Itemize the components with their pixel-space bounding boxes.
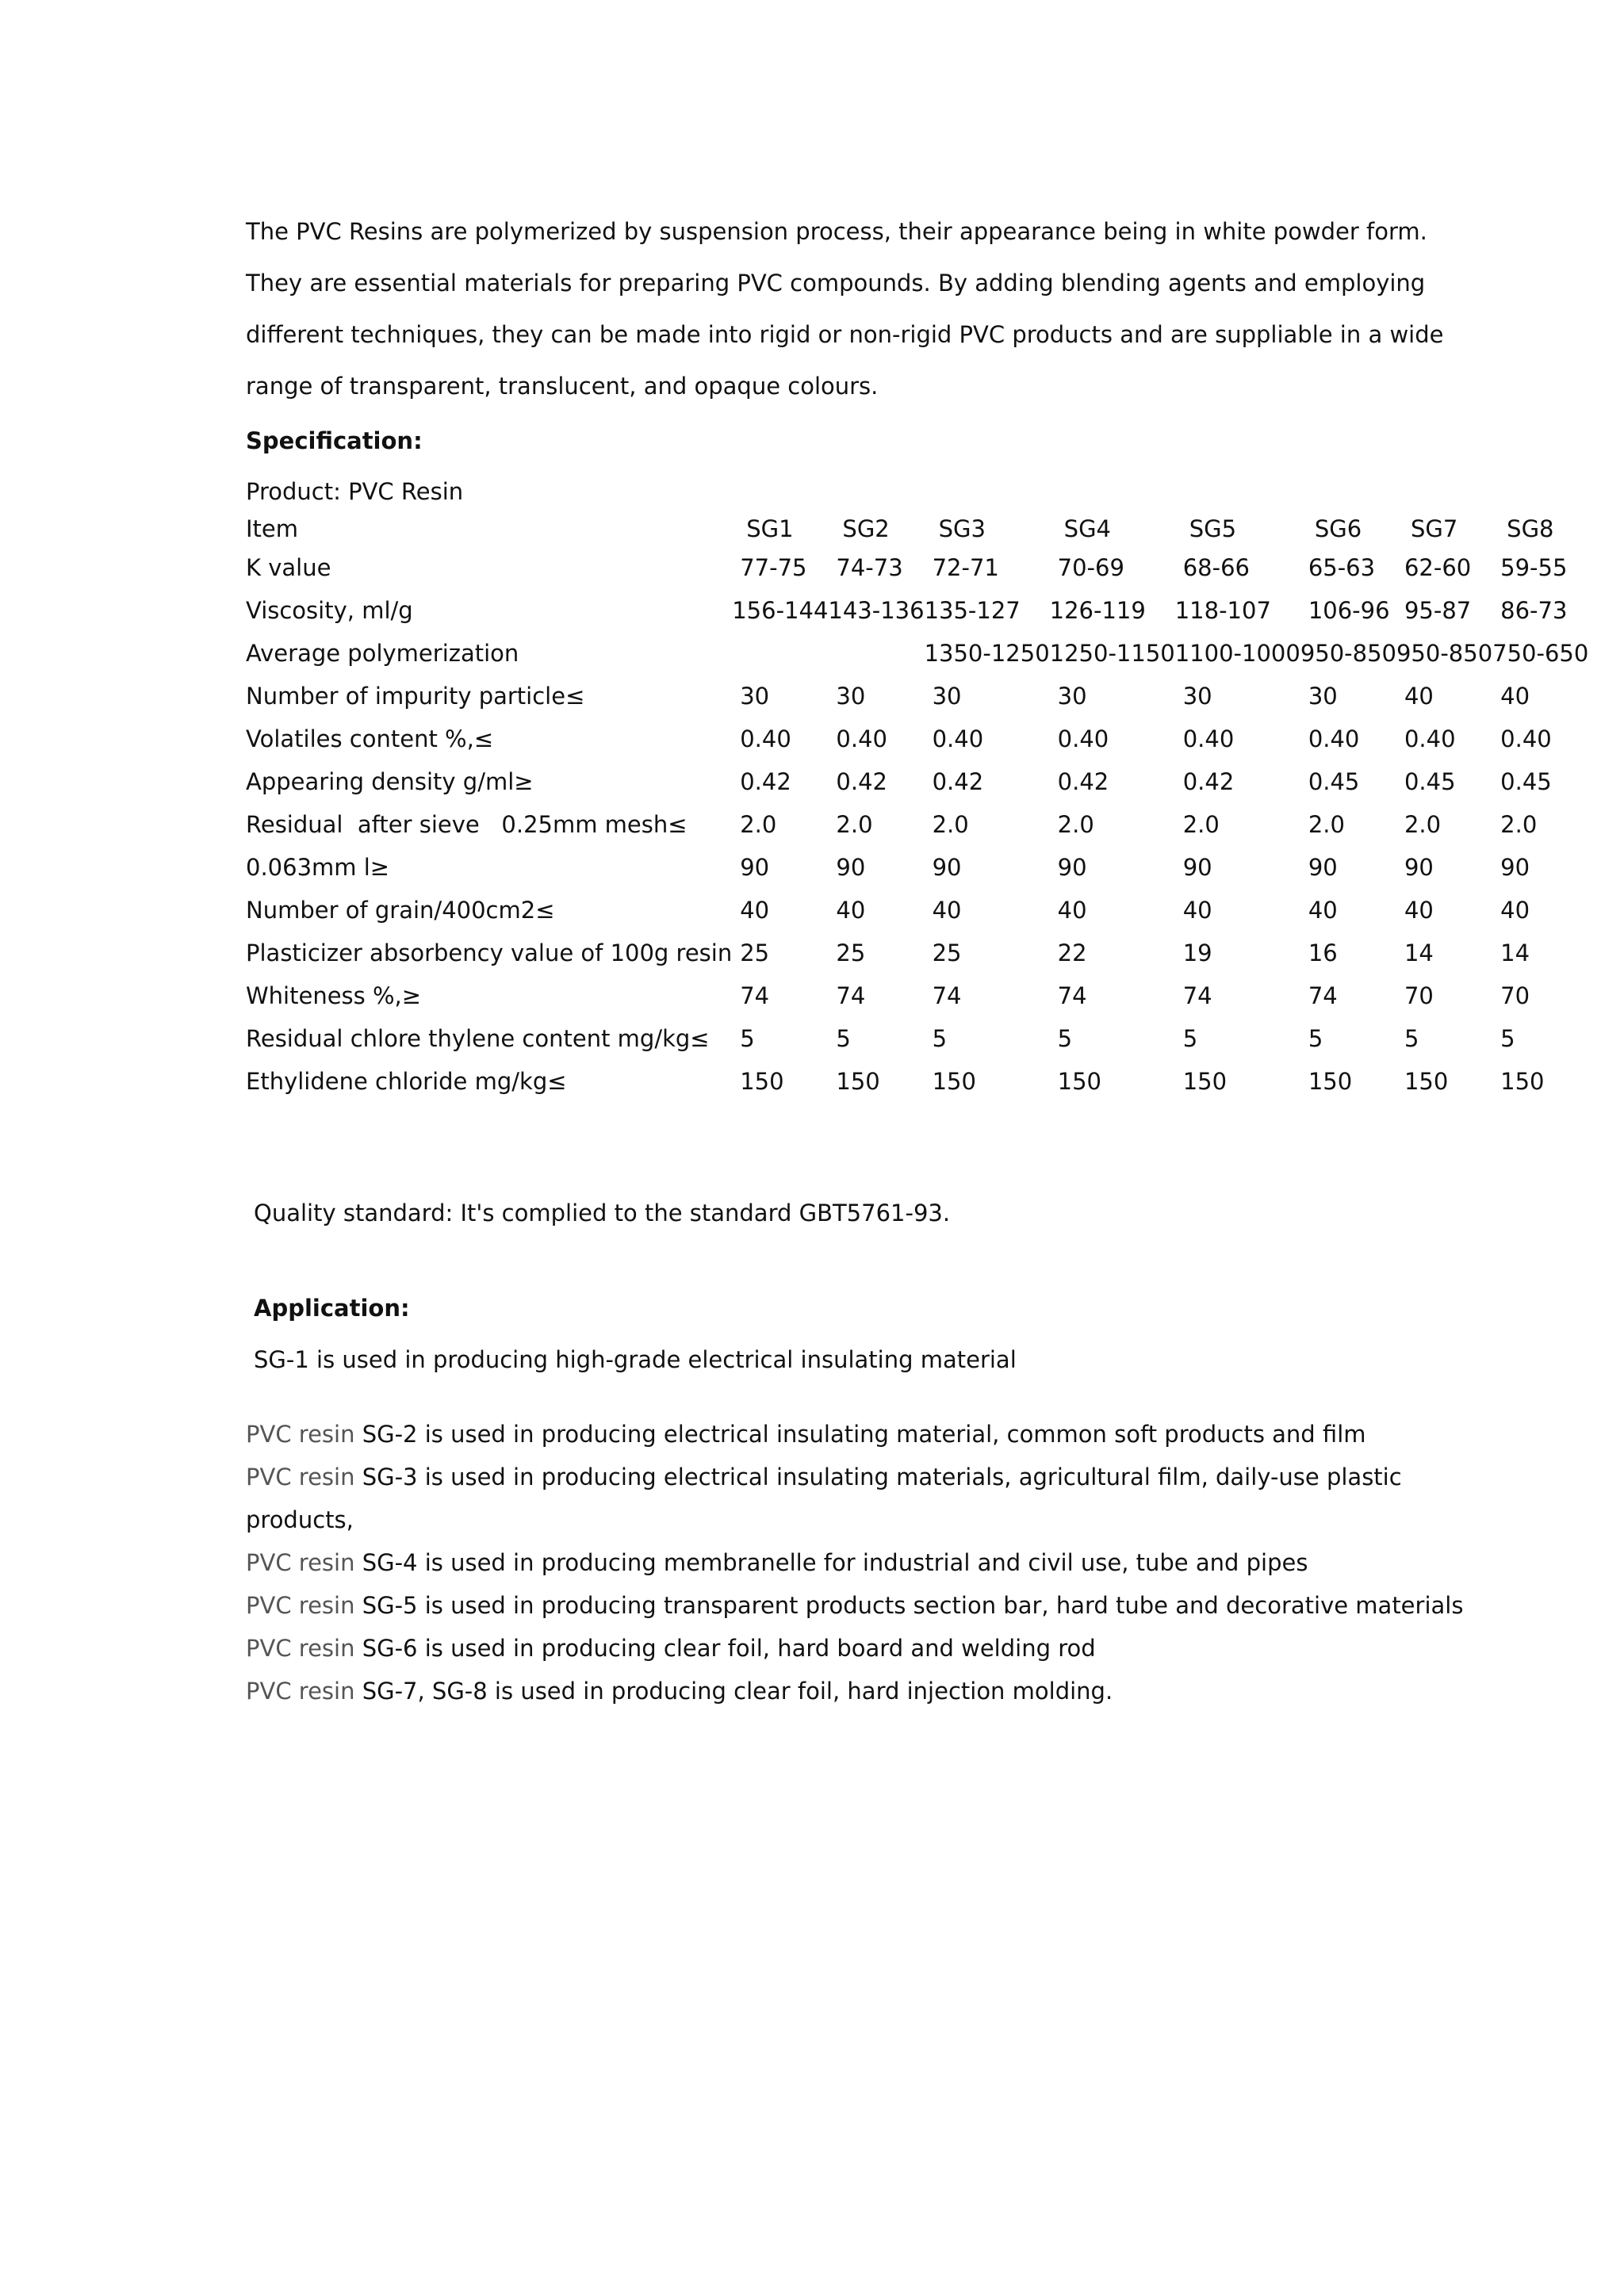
- application-prefix: PVC resin: [246, 1635, 355, 1662]
- table-cell: 5: [1182, 1025, 1198, 1052]
- application-list: [246, 1418, 1464, 1718]
- table-cell: 68-66: [1182, 554, 1251, 581]
- table-cell: 70: [1404, 982, 1434, 1009]
- table-cell: 30: [740, 683, 770, 710]
- row-label: Number of impurity particle≤: [246, 683, 585, 710]
- table-cell: 74: [836, 982, 866, 1009]
- table-cell: 30: [1308, 683, 1338, 710]
- row-label: Number of grain/400cm2≤: [246, 897, 555, 924]
- table-cell: 0.40: [1182, 725, 1235, 752]
- application-prefix: PVC resin: [246, 1592, 355, 1619]
- table-cell: 22: [1057, 939, 1087, 966]
- table-cell: 40: [932, 897, 962, 924]
- application-item: [246, 1632, 1451, 1675]
- row-label: Ethylidene chloride mg/kg≤: [246, 1068, 567, 1095]
- intro-line: different techniques, they can be made into rigid or non-rigid PVC products and are suppliable in a wide: [246, 321, 1444, 348]
- application-item-continuation: [246, 1504, 1451, 1547]
- table-cell: 59-55: [1500, 554, 1568, 581]
- table-cell: 0.42: [932, 768, 984, 795]
- row-label: Volatiles content %,≤: [246, 725, 494, 752]
- table-cell: 77-75: [740, 554, 807, 581]
- table-row: [246, 846, 1588, 889]
- header-grade: SG5: [1189, 515, 1237, 542]
- intro-paragraph: [246, 216, 1444, 422]
- table-cell: 90: [932, 854, 962, 881]
- table-cell: 150: [1500, 1068, 1545, 1095]
- table-cell: 2.0: [740, 811, 777, 838]
- table-cell: 1350-1250: [924, 640, 1050, 667]
- table-cell: 0.40: [1404, 725, 1456, 752]
- table-cell: 25: [932, 939, 962, 966]
- table-cell: 30: [932, 683, 962, 710]
- table-cell: 90: [836, 854, 866, 881]
- table-header-row: [246, 511, 1588, 546]
- intro-line: range of transparent, translucent, and opaque colours.: [246, 373, 879, 400]
- table-cell: 0.42: [836, 768, 887, 795]
- table-cell: 0.40: [1500, 725, 1552, 752]
- application-item: [246, 1547, 1451, 1590]
- row-label: Whiteness %,≥: [246, 982, 422, 1009]
- specification-table: [246, 511, 1588, 1103]
- table-cell: 0.40: [1057, 725, 1109, 752]
- table-row: [246, 632, 1588, 675]
- table-cell: 5: [836, 1025, 851, 1052]
- table-cell: [828, 632, 924, 675]
- table-cell: 0.42: [1057, 768, 1109, 795]
- table-cell: 40: [1500, 897, 1530, 924]
- table-cell: 5: [932, 1025, 948, 1052]
- table-cell: 2.0: [836, 811, 873, 838]
- header-item: Item: [246, 515, 299, 542]
- table-cell: 135-127: [924, 597, 1021, 624]
- table-cell: 5: [1404, 1025, 1419, 1052]
- row-label: K value: [246, 554, 331, 581]
- application-text: SG-2 is used in producing electrical insulating material, common soft products and film: [362, 1421, 1366, 1448]
- table-cell: 0.42: [740, 768, 791, 795]
- table-cell: 150: [1182, 1068, 1228, 1095]
- table-cell: 40: [836, 897, 866, 924]
- table-cell: 5: [1057, 1025, 1073, 1052]
- application-text: SG-4 is used in producing membranelle for industrial and civil use, tube and pipes: [362, 1549, 1308, 1576]
- table-cell: 40: [740, 897, 770, 924]
- table-cell: 14: [1500, 939, 1530, 966]
- table-cell: 156-144: [732, 597, 829, 624]
- table-row: [246, 760, 1588, 803]
- table-cell: 106-96: [1308, 597, 1390, 624]
- application-text: products,: [246, 1506, 354, 1533]
- table-cell: 0.40: [1308, 725, 1360, 752]
- table-cell: 25: [740, 939, 770, 966]
- table-row: [246, 1017, 1588, 1060]
- intro-line: The PVC Resins are polymerized by suspension process, their appearance being in white powder form.: [246, 218, 1427, 245]
- table-cell: 30: [1182, 683, 1212, 710]
- table-cell: 118-107: [1174, 597, 1271, 624]
- table-cell: 0.45: [1308, 768, 1360, 795]
- table-cell: 750-650: [1492, 640, 1589, 667]
- table-row: [246, 974, 1588, 1017]
- table-cell: 90: [1182, 854, 1212, 881]
- application-text: SG-3 is used in producing electrical insulating materials, agricultural film, daily-use plastic: [362, 1464, 1402, 1490]
- table-cell: 950-850: [1396, 640, 1493, 667]
- application-prefix: PVC resin: [246, 1549, 355, 1576]
- table-cell: 95-87: [1404, 597, 1472, 624]
- table-row: [246, 546, 1588, 589]
- application-item: [246, 1590, 1464, 1632]
- table-cell: 74: [1182, 982, 1212, 1009]
- table-cell: 0.42: [1182, 768, 1235, 795]
- table-cell: 2.0: [1404, 811, 1442, 838]
- application-item: [246, 1418, 1451, 1461]
- row-label: Plasticizer absorbency value of 100g resin: [246, 939, 733, 966]
- table-row: [246, 803, 1588, 846]
- header-grade: SG2: [842, 515, 890, 542]
- table-row: [246, 589, 1588, 632]
- header-grade: SG4: [1063, 515, 1111, 542]
- table-cell: 74: [1057, 982, 1087, 1009]
- table-cell: 30: [1057, 683, 1087, 710]
- row-label: Residual after sieve 0.25mm mesh≤: [246, 811, 688, 838]
- table-cell: 150: [1404, 1068, 1449, 1095]
- quality-standard: Quality standard: It's complied to the standard GBT5761-93.: [254, 1200, 951, 1226]
- table-cell: 1100-1000: [1174, 640, 1300, 667]
- intro-line: They are essential materials for preparing PVC compounds. By adding blending agents and employing: [246, 270, 1426, 297]
- table-cell: 62-60: [1404, 554, 1472, 581]
- header-grade: SG8: [1507, 515, 1554, 542]
- table-cell: 25: [836, 939, 866, 966]
- table-cell: 40: [1500, 683, 1530, 710]
- table-cell: 150: [740, 1068, 784, 1095]
- table-cell: 2.0: [1500, 811, 1538, 838]
- table-cell: 0.40: [932, 725, 984, 752]
- row-label: 0.063mm l≥: [246, 854, 390, 881]
- table-cell: 30: [836, 683, 866, 710]
- table-cell: 40: [1404, 683, 1434, 710]
- row-label: Appearing density g/ml≥: [246, 768, 534, 795]
- table-row: [246, 1060, 1588, 1103]
- application-sg1: SG-1 is used in producing high-grade electrical insulating material: [254, 1346, 1017, 1373]
- table-cell: 70: [1500, 982, 1530, 1009]
- table-cell: 40: [1404, 897, 1434, 924]
- application-prefix: PVC resin: [246, 1678, 355, 1705]
- application-prefix: PVC resin: [246, 1464, 355, 1490]
- table-cell: 90: [1057, 854, 1087, 881]
- table-cell: 74: [1308, 982, 1338, 1009]
- table-cell: 5: [740, 1025, 755, 1052]
- application-text: SG-5 is used in producing transparent products section bar, hard tube and decorative materials: [362, 1592, 1464, 1619]
- table-cell: 1250-1150: [1049, 640, 1175, 667]
- table-cell: 5: [1500, 1025, 1515, 1052]
- row-label: Average polymerization: [246, 640, 519, 667]
- specification-heading: Specification:: [246, 427, 423, 454]
- table-cell: 72-71: [932, 554, 999, 581]
- application-item: [246, 1461, 1451, 1504]
- row-label: Viscosity, ml/g: [246, 597, 413, 624]
- product-name: Product: PVC Resin: [246, 478, 464, 505]
- table-row: [246, 675, 1588, 718]
- table-cell: 150: [836, 1068, 880, 1095]
- table-cell: 74: [740, 982, 770, 1009]
- table-cell: [732, 632, 828, 675]
- table-cell: 143-136: [828, 597, 925, 624]
- table-cell: 16: [1308, 939, 1338, 966]
- table-cell: 0.40: [836, 725, 887, 752]
- table-row: [246, 932, 1588, 974]
- header-grade: SG1: [746, 515, 794, 542]
- table-cell: 2.0: [1057, 811, 1094, 838]
- table-cell: 90: [1404, 854, 1434, 881]
- row-label: Residual chlore thylene content mg/kg≤: [246, 1025, 710, 1052]
- table-row: [246, 889, 1588, 932]
- table-cell: 126-119: [1049, 597, 1146, 624]
- application-text: SG-6 is used in producing clear foil, hard board and welding rod: [362, 1635, 1096, 1662]
- table-cell: 150: [1057, 1068, 1102, 1095]
- table-cell: 40: [1182, 897, 1212, 924]
- table-cell: 5: [1308, 1025, 1323, 1052]
- table-cell: 40: [1057, 897, 1087, 924]
- table-cell: 90: [740, 854, 770, 881]
- table-cell: 950-850: [1300, 640, 1396, 667]
- application-text: SG-7, SG-8 is used in producing clear foil, hard injection molding.: [362, 1678, 1113, 1705]
- table-cell: 19: [1182, 939, 1212, 966]
- table-cell: 65-63: [1308, 554, 1376, 581]
- application-prefix: PVC resin: [246, 1421, 355, 1448]
- table-cell: 86-73: [1500, 597, 1568, 624]
- table-cell: 0.45: [1500, 768, 1552, 795]
- table-cell: 74: [932, 982, 962, 1009]
- table-cell: 70-69: [1057, 554, 1124, 581]
- table-cell: 2.0: [1308, 811, 1345, 838]
- table-cell: 2.0: [932, 811, 969, 838]
- table-cell: 40: [1308, 897, 1338, 924]
- header-grade: SG3: [938, 515, 986, 542]
- table-cell: 2.0: [1182, 811, 1220, 838]
- table-row: [246, 718, 1588, 760]
- table-cell: 150: [932, 1068, 976, 1095]
- table-cell: 150: [1308, 1068, 1353, 1095]
- table-cell: 14: [1404, 939, 1434, 966]
- table-cell: 0.40: [740, 725, 791, 752]
- table-cell: 90: [1308, 854, 1338, 881]
- table-cell: 90: [1500, 854, 1530, 881]
- application-heading: Application:: [254, 1295, 410, 1322]
- header-grade: SG6: [1314, 515, 1362, 542]
- table-cell: 0.45: [1404, 768, 1456, 795]
- header-grade: SG7: [1410, 515, 1458, 542]
- application-item: [246, 1675, 1451, 1718]
- table-cell: 74-73: [836, 554, 903, 581]
